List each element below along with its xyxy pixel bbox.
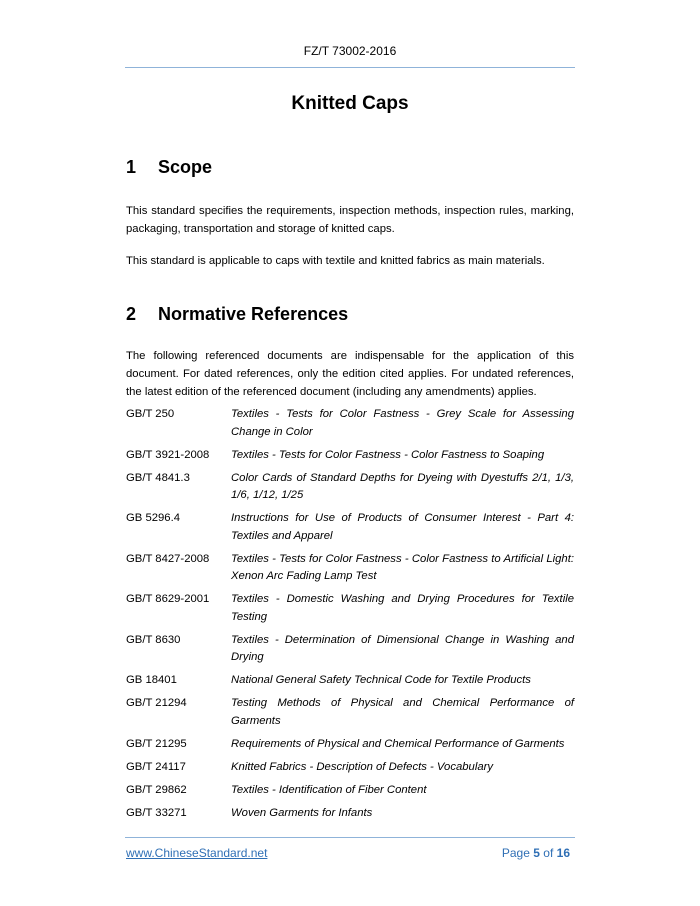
reference-code: GB/T 8629-2001 — [126, 593, 210, 605]
section-2-heading — [126, 304, 348, 325]
document-title: Knitted Caps — [291, 93, 409, 114]
reference-code: GB/T 250 — [126, 408, 175, 420]
reference-row — [126, 470, 574, 505]
reference-row — [126, 805, 574, 823]
reference-row — [126, 736, 574, 754]
reference-title: Textiles - Tests for Color Fastness - Color Fastness to Artificial Light: Xenon Arc Fading Lamp Test — [231, 552, 574, 582]
section-2-number: 2 — [126, 304, 137, 324]
reference-title: Instructions for Use of Products of Consumer Interest - Part 4: Textiles and Apparel — [231, 512, 574, 542]
total-pages: 16 — [556, 846, 570, 860]
reference-title: Textiles - Identification of Fiber Content — [231, 783, 427, 796]
reference-title: Textiles - Determination of Dimensional Change in Washing and Drying — [231, 633, 574, 663]
reference-row — [126, 759, 574, 777]
references-list — [126, 406, 574, 828]
reference-row — [126, 591, 574, 626]
reference-row — [126, 632, 574, 667]
reference-code: GB/T 21295 — [126, 737, 187, 750]
reference-title: Requirements of Physical and Chemical Performance of Garments — [231, 737, 565, 750]
section-2-title: Normative References — [158, 304, 349, 324]
reference-code: GB/T 24117 — [126, 760, 186, 773]
of-label: of — [543, 846, 554, 860]
reference-row — [126, 782, 574, 800]
reference-code: GB/T 4841.3 — [126, 471, 190, 484]
scope-paragraph-1: This standard specifies the requirements, inspection methods, inspection rules, marking, packaging, transportation and storage of knitted caps. — [126, 205, 574, 235]
reference-row — [126, 510, 574, 545]
reference-title: Textiles - Tests for Color Fastness - Grey Scale for Assessing Change in Color — [231, 408, 574, 438]
page-indicator — [502, 846, 570, 860]
reference-code: GB/T 33271 — [126, 806, 187, 819]
scope-paragraph-2: This standard is applicable to caps with textile and knitted fabrics as main materials. — [126, 255, 545, 267]
reference-title: Testing Methods of Physical and Chemical Performance of Garments — [231, 697, 574, 727]
reference-title: Woven Garments for Infants — [231, 806, 373, 819]
page-label: Page — [501, 846, 530, 860]
reference-row — [126, 447, 574, 465]
reference-code: GB/T 3921-2008 — [126, 448, 210, 461]
reference-title: National General Safety Technical Code for Textile Products — [231, 674, 531, 686]
reference-code: GB/T 8427-2008 — [126, 552, 210, 565]
section-1-number: 1 — [126, 157, 137, 177]
reference-title: Color Cards of Standard Depths for Dyeing with Dyestuffs 2/1, 1/3, 1/6, 1/12, 1/25 — [231, 471, 574, 501]
references-intro: The following referenced documents are indispensable for the application of this document. For dated references, only the edition cited applies. For undated references, the latest edition of the referenced document (including any amendments) applies. — [126, 350, 574, 398]
reference-code: GB/T 21294 — [126, 697, 187, 709]
standard-code: FZ/T 73002-2016 — [303, 44, 397, 58]
website-link[interactable]: www.ChineseStandard.net — [126, 846, 268, 860]
reference-row — [126, 695, 574, 730]
reference-title: Textiles - Domestic Washing and Drying Procedures for Textile Testing — [231, 593, 574, 623]
reference-code: GB/T 29862 — [126, 783, 187, 796]
header-divider — [125, 67, 575, 68]
section-1-heading — [126, 157, 212, 178]
section-1-title: Scope — [158, 157, 213, 177]
reference-row — [126, 551, 574, 586]
reference-row — [126, 406, 574, 441]
reference-title: Textiles - Tests for Color Fastness - Color Fastness to Soaping — [231, 448, 545, 461]
footer-divider — [125, 837, 575, 838]
reference-code: GB 5296.4 — [126, 512, 181, 524]
reference-title: Knitted Fabrics - Description of Defects - Vocabulary — [231, 760, 494, 773]
reference-code: GB 18401 — [126, 674, 177, 686]
reference-code: GB/T 8630 — [126, 633, 181, 646]
page-header — [125, 44, 575, 58]
reference-row — [126, 672, 574, 690]
current-page: 5 — [533, 846, 540, 860]
